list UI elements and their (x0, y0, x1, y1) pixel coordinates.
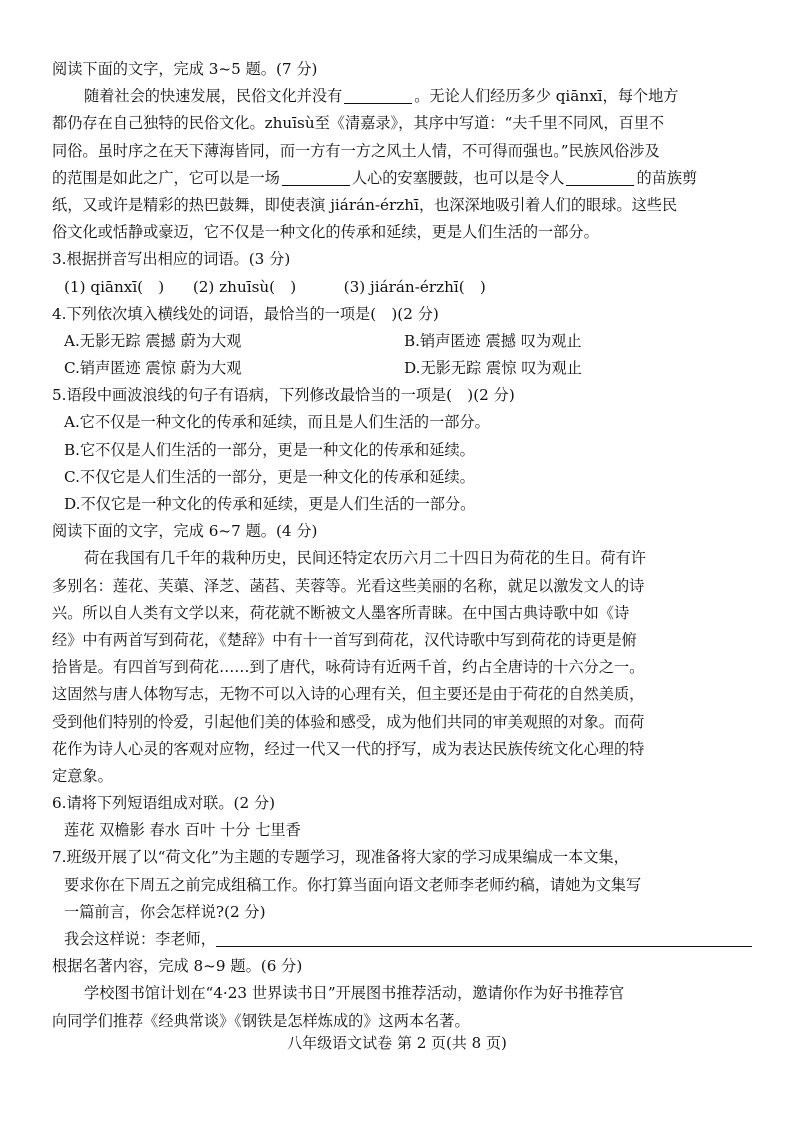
q6-phrases: 莲花 双檐影 春水 百叶 十分 七里香 (64, 821, 301, 840)
passage1-line: 俗文化或恬静或豪迈，它不仅是一种文化的传承和延续，更是人们生活的一部分。 (52, 223, 599, 242)
q5-option-c[interactable]: C.不仅它是人们生活的一部分，更是一种文化的传承和延续。 (64, 467, 475, 486)
q5-stem: 5.语段中画波浪线的句子有语病，下列修改最恰当的一项是( )(2 分) (52, 386, 515, 405)
passage1-line: 同俗。虽时序之在天下薄海皆同，而一方有一方之风土人情，不可得而强也。”民族风俗涉及 (52, 141, 660, 160)
q7-answer-row (52, 926, 752, 953)
q3-item-3[interactable]: (3) jiárán-érzhī( ) (343, 277, 486, 296)
q3-item-1[interactable]: (1) qiānxī( ) (64, 277, 165, 296)
passage2-line: 兴。所以自人类有文学以来，荷花就不断被文人墨客所青睐。在中国古典诗歌中如《诗 (52, 603, 630, 622)
q7-stem: 7.班级开展了以“荷文化”为主题的专题学习，现准备将大家的学习成果编成一本文集， (52, 848, 629, 867)
q3-item-2[interactable]: (2) zhuīsù( ) (192, 277, 297, 296)
q4-option-b[interactable]: B.销声匿迹 震撼 叹为观止 (404, 331, 582, 350)
q4-option-d[interactable]: D.无影无踪 震惊 叹为观止 (404, 359, 582, 378)
q4-stem: 4.下列依次填入横线处的词语，最恰当的一项是( )(2 分) (52, 304, 439, 323)
page-footer: 八年级语文试卷 第 2 页(共 8 页) (287, 1034, 507, 1052)
q7-stem-cont: 要求你在下周五之前完成组稿工作。你打算当面向语文老师李老师约稿，请她为文集写 (64, 875, 642, 894)
passage2-line: 荷在我国有几千年的栽种历史，民间还特定农历六月二十四日为荷花的生日。荷有许 (84, 549, 646, 568)
q5-option-a[interactable]: A.它不仅是一种文化的传承和延续，而且是人们生活的一部分。 (64, 413, 490, 432)
section2-instruction: 阅读下面的文字，完成 6~7 题。(4 分) (52, 522, 318, 541)
passage2-line: 这固然与唐人体物写志，无物不可以入诗的心理有关，但主要还是由于荷花的自然美质， (52, 685, 645, 704)
q4-options-row (52, 328, 752, 355)
passage1-line: 的范围是如此之广，它可以是一场 人心的安塞腰鼓，也可以是令人 的苗族剪 (52, 168, 698, 187)
q7-answer-prefix: 我会这样说：李老师， (64, 930, 216, 948)
passage2-line: 拾皆是。有四首写到荷花……到了唐代，咏荷诗有近两千首，约占全唐诗的十六分之一。 (52, 658, 645, 677)
passage1-line: 都仍存在自己独特的民俗文化。zhuīsù至《清嘉录》，其序中写道：“夫千里不同风，百里不 (52, 114, 665, 133)
passage2-line: 多别名：莲花、芙蕖、泽芝、菡萏、芙蓉等。光看这些美丽的名称，就足以激发文人的诗 (52, 576, 645, 595)
passage1-line: 随着社会的快速发展，民俗文化并没有 。无论人们经历多少 qiānxī，每个地方 (84, 87, 679, 106)
passage1-line: 纸，又或许是精彩的热巴鼓舞，即使表演 jiárán-érzhī，也深深地吸引着人们的眼球。这些民 (52, 195, 678, 214)
passage2-line: 经》中有两首写到荷花，《楚辞》中有十一首写到荷花，汉代诗歌中写到荷花的诗更是俯 (52, 630, 637, 649)
fill-blank-3[interactable] (566, 168, 634, 186)
exam-page (52, 56, 752, 1035)
q4-options-row (52, 355, 752, 382)
section3-line: 学校图书馆计划在“4·23 世界读书日”开展图书推荐活动，邀请你作为好书推荐官 (84, 984, 625, 1003)
section3-line: 向同学们推荐《经典常谈》《钢铁是怎样炼成的》这两本名著。 (52, 1011, 470, 1030)
fill-blank-2[interactable] (282, 168, 350, 186)
passage2-line: 受到他们特别的怜爱，引起他们美的体验和感受，成为他们共同的审美观照的对象。而荷 (52, 712, 645, 731)
q5-option-b[interactable]: B.它不仅是人们生活的一部分，更是一种文化的传承和延续。 (64, 440, 475, 459)
section3-instruction: 根据名著内容，完成 8~9 题。(6 分) (52, 957, 303, 976)
q3-items (52, 274, 752, 301)
q3-stem: 3.根据拼音写出相应的词语。(3 分) (52, 250, 291, 269)
q5-option-d[interactable]: D.不仅它是一种文化的传承和延续，更是人们生活的一部分。 (64, 495, 476, 513)
q4-option-c[interactable]: C.销声匿迹 震惊 蔚为大观 (64, 359, 242, 378)
fill-blank-1[interactable] (344, 86, 412, 104)
passage2-line: 定意象。 (52, 766, 113, 785)
q7-answer-line[interactable] (216, 929, 752, 947)
q4-option-a[interactable]: A.无影无踪 震撼 蔚为大观 (64, 331, 242, 350)
q7-stem-cont: 一篇前言，你会怎样说?(2 分) (64, 902, 266, 921)
passage2-line: 花作为诗人心灵的客观对应物，经过一代又一代的抒写，成为表达民族传统文化心理的特 (52, 739, 645, 758)
q6-stem: 6.请将下列短语组成对联。(2 分) (52, 794, 276, 813)
section1-instruction: 阅读下面的文字，完成 3~5 题。(7 分) (52, 60, 318, 78)
